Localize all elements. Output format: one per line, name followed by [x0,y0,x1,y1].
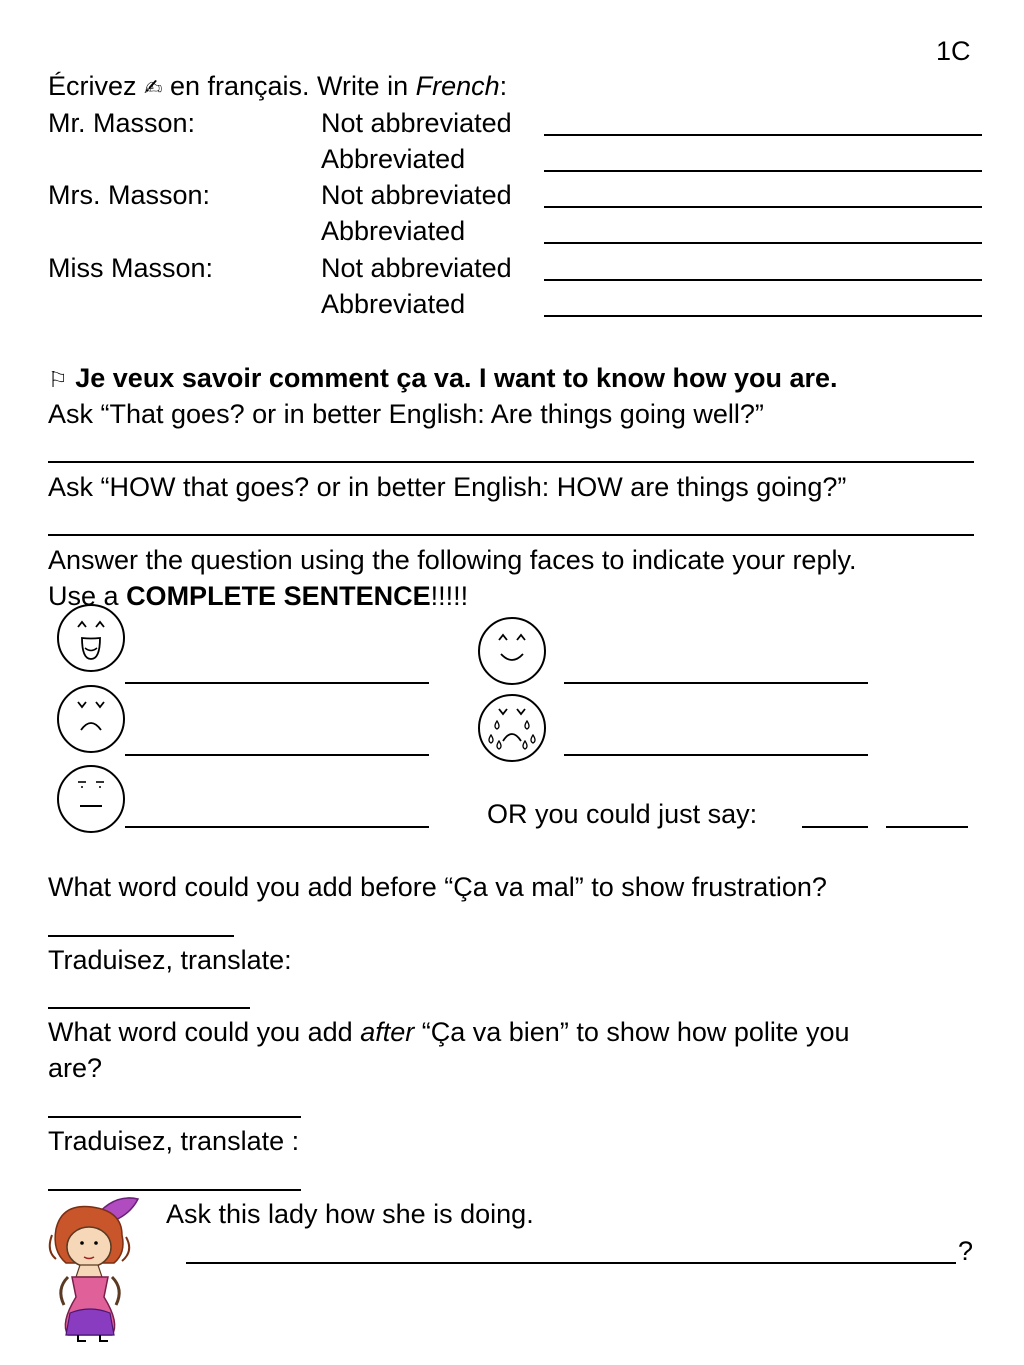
header-french: French [415,71,500,101]
lady-instruction: Ask this lady how she is doing. [166,1199,534,1229]
abbreviated-label: Abbreviated [321,289,466,319]
question-4-line2: are? [48,1053,103,1083]
very-happy-face-icon [56,603,126,673]
answer-line[interactable] [544,315,982,317]
translate-2: Traduisez, translate : [48,1126,300,1156]
name-label-mr: Mr. Masson: [48,108,196,138]
name-label-miss: Miss Masson: [48,253,214,283]
answer-line[interactable] [125,754,429,756]
answer-line[interactable] [544,170,982,172]
instruction-header [48,73,507,100]
page-label: 1C [936,36,971,66]
question-4 [48,1019,849,1046]
question-3: What word could you add before “Ça va mal” to show frustration? [48,872,827,902]
question-4-pre: What word could you add [48,1017,353,1047]
neutral-face-icon [56,764,126,834]
answer-line[interactable] [48,461,974,463]
not-abbreviated-label: Not abbreviated [321,180,512,210]
answer-line[interactable] [48,534,974,536]
question-4-post: “Ça va bien” to show how polite you [421,1017,850,1047]
header-colon: : [499,71,508,101]
or-you-could-say: OR you could just say: [487,799,758,829]
happy-face-icon [477,616,547,686]
complete-sentence-text: COMPLETE SENTENCE [126,581,431,611]
section-heading-text: Je veux savoir comment ça va. I want to know how you are. [75,363,838,393]
question-mark: ? [958,1236,974,1266]
section-heading [48,365,838,392]
answer-line[interactable] [544,206,982,208]
answer-line[interactable] [544,279,982,281]
answer-line[interactable] [186,1262,956,1264]
answer-line[interactable] [48,1116,301,1118]
question-1: Ask “That goes? or in better English: Are things going well?” [48,399,764,429]
answer-line[interactable] [48,1189,301,1191]
answer-line[interactable] [48,935,234,937]
answer-line[interactable] [564,682,868,684]
answer-line[interactable] [125,682,429,684]
answer-line[interactable] [544,134,982,136]
pen-icon: ✍ [144,76,163,101]
header-ecrivez: Écrivez [48,71,137,101]
answer-line[interactable] [125,826,429,828]
abbreviated-label: Abbreviated [321,216,466,246]
not-abbreviated-label: Not abbreviated [321,108,512,138]
short-answer-line[interactable] [886,826,968,828]
exclamations: !!!!! [430,581,469,611]
sad-face-icon [56,684,126,754]
answer-line[interactable] [544,242,982,244]
crying-face-icon [477,693,547,763]
name-label-mrs: Mrs. Masson: [48,180,211,210]
header-middle: en français. Write in [169,71,409,101]
question-4-italic: after [360,1017,415,1047]
answer-instruction: Answer the question using the following faces to indicate your reply. [48,545,857,575]
not-abbreviated-label: Not abbreviated [321,253,512,283]
abbreviated-label: Abbreviated [321,144,466,174]
short-answer-line[interactable] [802,826,868,828]
flag-icon: ⚐ [48,368,68,393]
use-a-text: Use a [48,581,119,611]
question-2: Ask “HOW that goes? or in better English: HOW are things going?” [48,472,847,502]
answer-line[interactable] [48,1007,250,1009]
answer-line[interactable] [564,754,868,756]
translate-1: Traduisez, translate: [48,945,292,975]
lady-clipart-icon [42,1193,142,1343]
